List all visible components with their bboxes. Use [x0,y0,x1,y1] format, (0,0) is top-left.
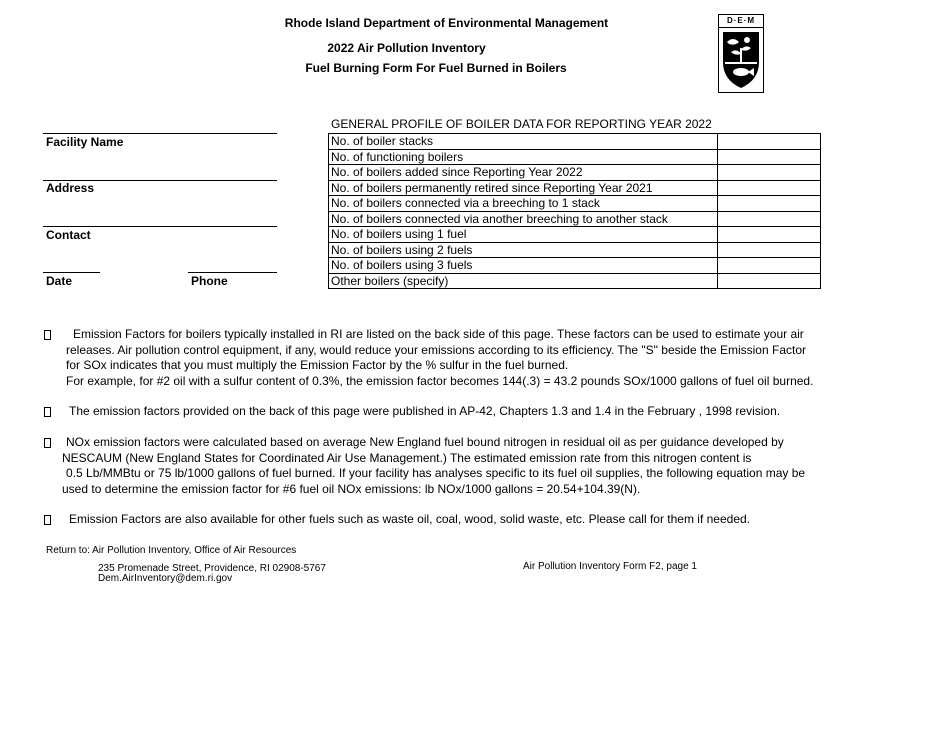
profile-title: GENERAL PROFILE OF BOILER DATA FOR REPORTING YEAR 2022 [331,117,712,131]
dem-logo [718,14,764,93]
table-row [329,242,821,258]
note-nox [44,435,884,497]
inventory-title: 2022 Air Pollution Inventory [327,41,486,55]
note-line: used to determine the emission factor for #6 fuel oil NOx emissions: lb NOx/1000 gallons = 20.54+104.39(N). [62,481,641,496]
note-line: Emission Factors are also available for other fuels such as waste oil, coal, wood, solid waste, etc. Please call for them if needed. [69,512,750,526]
table-row [329,149,821,165]
date-label: Date [46,274,73,288]
bullet-icon [44,330,51,340]
agency-name: Rhode Island Department of Environmental Management [284,16,609,30]
row-value[interactable] [718,242,821,258]
note-line: releases. Air pollution control equipment, if any, would reduce your emissions according to its efficiency. The "S" beside the Emission Factor [66,342,806,357]
row-label: No. of boilers using 1 fuel [329,227,718,243]
logo-text: D·E·M [719,15,763,28]
note-line: NESCAUM (New England States for Coordinated Air Use Management.) The estimated emission rate from this nitrogen content is [62,450,752,465]
email-address: Dem.AirInventory@dem.ri.gov [98,573,233,584]
row-value[interactable] [718,149,821,165]
table-row [329,273,821,289]
note-ap42 [44,404,884,420]
note-line: for SOx indicates that you must multiply the Emission Factor by the % sulfur in the fuel burned. [66,358,569,372]
facility-name-line[interactable] [43,133,277,134]
bullet-icon [44,407,51,417]
phone-label: Phone [191,274,228,288]
note-line: 0.5 Lb/MMBtu or 75 lb/1000 gallons of fuel burned. If your facility has analyses specific to its fuel oil supplies, the following equation may be [66,466,806,480]
contact-label: Contact [46,228,91,242]
form-page-label: Air Pollution Inventory Form F2, page 1 [523,561,697,572]
row-label: No. of boilers added since Reporting Year 2022 [329,165,718,181]
row-label: No. of boilers using 3 fuels [329,258,718,274]
row-value[interactable] [718,227,821,243]
row-label: No. of functioning boilers [329,149,718,165]
facility-name-label: Facility Name [46,135,124,149]
dem-shield-icon [721,28,761,90]
date-line[interactable] [43,272,100,273]
address-label: Address [46,181,95,195]
return-to: Return to: Air Pollution Inventory, Office of Air Resources [46,545,297,556]
boiler-profile-table [328,133,821,289]
form-title: Fuel Burning Form For Fuel Burned in Boilers [305,61,567,75]
row-value[interactable] [718,273,821,289]
row-value[interactable] [718,211,821,227]
table-row [329,134,821,150]
row-label: Other boilers (specify) [329,273,718,289]
row-value[interactable] [718,258,821,274]
row-value[interactable] [718,180,821,196]
table-row [329,165,821,181]
row-value[interactable] [718,134,821,150]
note-emission-factors [44,327,884,389]
row-label: No. of boilers connected via another breeching to another stack [329,211,718,227]
table-row [329,258,821,274]
note-line: NOx emission factors were calculated based on average New England fuel bound nitrogen in residual oil as per guidance developed by [66,435,784,449]
row-label: No. of boiler stacks [329,134,718,150]
row-value[interactable] [718,196,821,212]
note-line: For example, for #2 oil with a sulfur content of 0.3%, the emission factor becomes 144(.3) = 43.2 pounds SOx/1000 gallons of fuel oil burned. [66,373,814,388]
phone-line[interactable] [188,272,277,273]
bullet-icon [44,438,51,448]
row-label: No. of boilers connected via a breeching to 1 stack [329,196,718,212]
table-row [329,180,821,196]
row-label: No. of boilers using 2 fuels [329,242,718,258]
note-line: Emission Factors for boilers typically installed in RI are listed on the back side of this page. These factors can be used to estimate your air [73,327,804,341]
row-value[interactable] [718,165,821,181]
bullet-icon [44,515,51,525]
contact-line[interactable] [43,226,277,227]
table-row [329,196,821,212]
table-row [329,211,821,227]
table-row [329,227,821,243]
row-label: No. of boilers permanently retired since Reporting Year 2021 [329,180,718,196]
note-other-fuels [44,512,884,528]
street-address: 235 Promenade Street, Providence, RI 02908-5767 [98,563,326,574]
note-line: The emission factors provided on the back of this page were published in AP-42, Chapters 1.3 and 1.4 in the February , 1998 revision. [69,404,781,418]
